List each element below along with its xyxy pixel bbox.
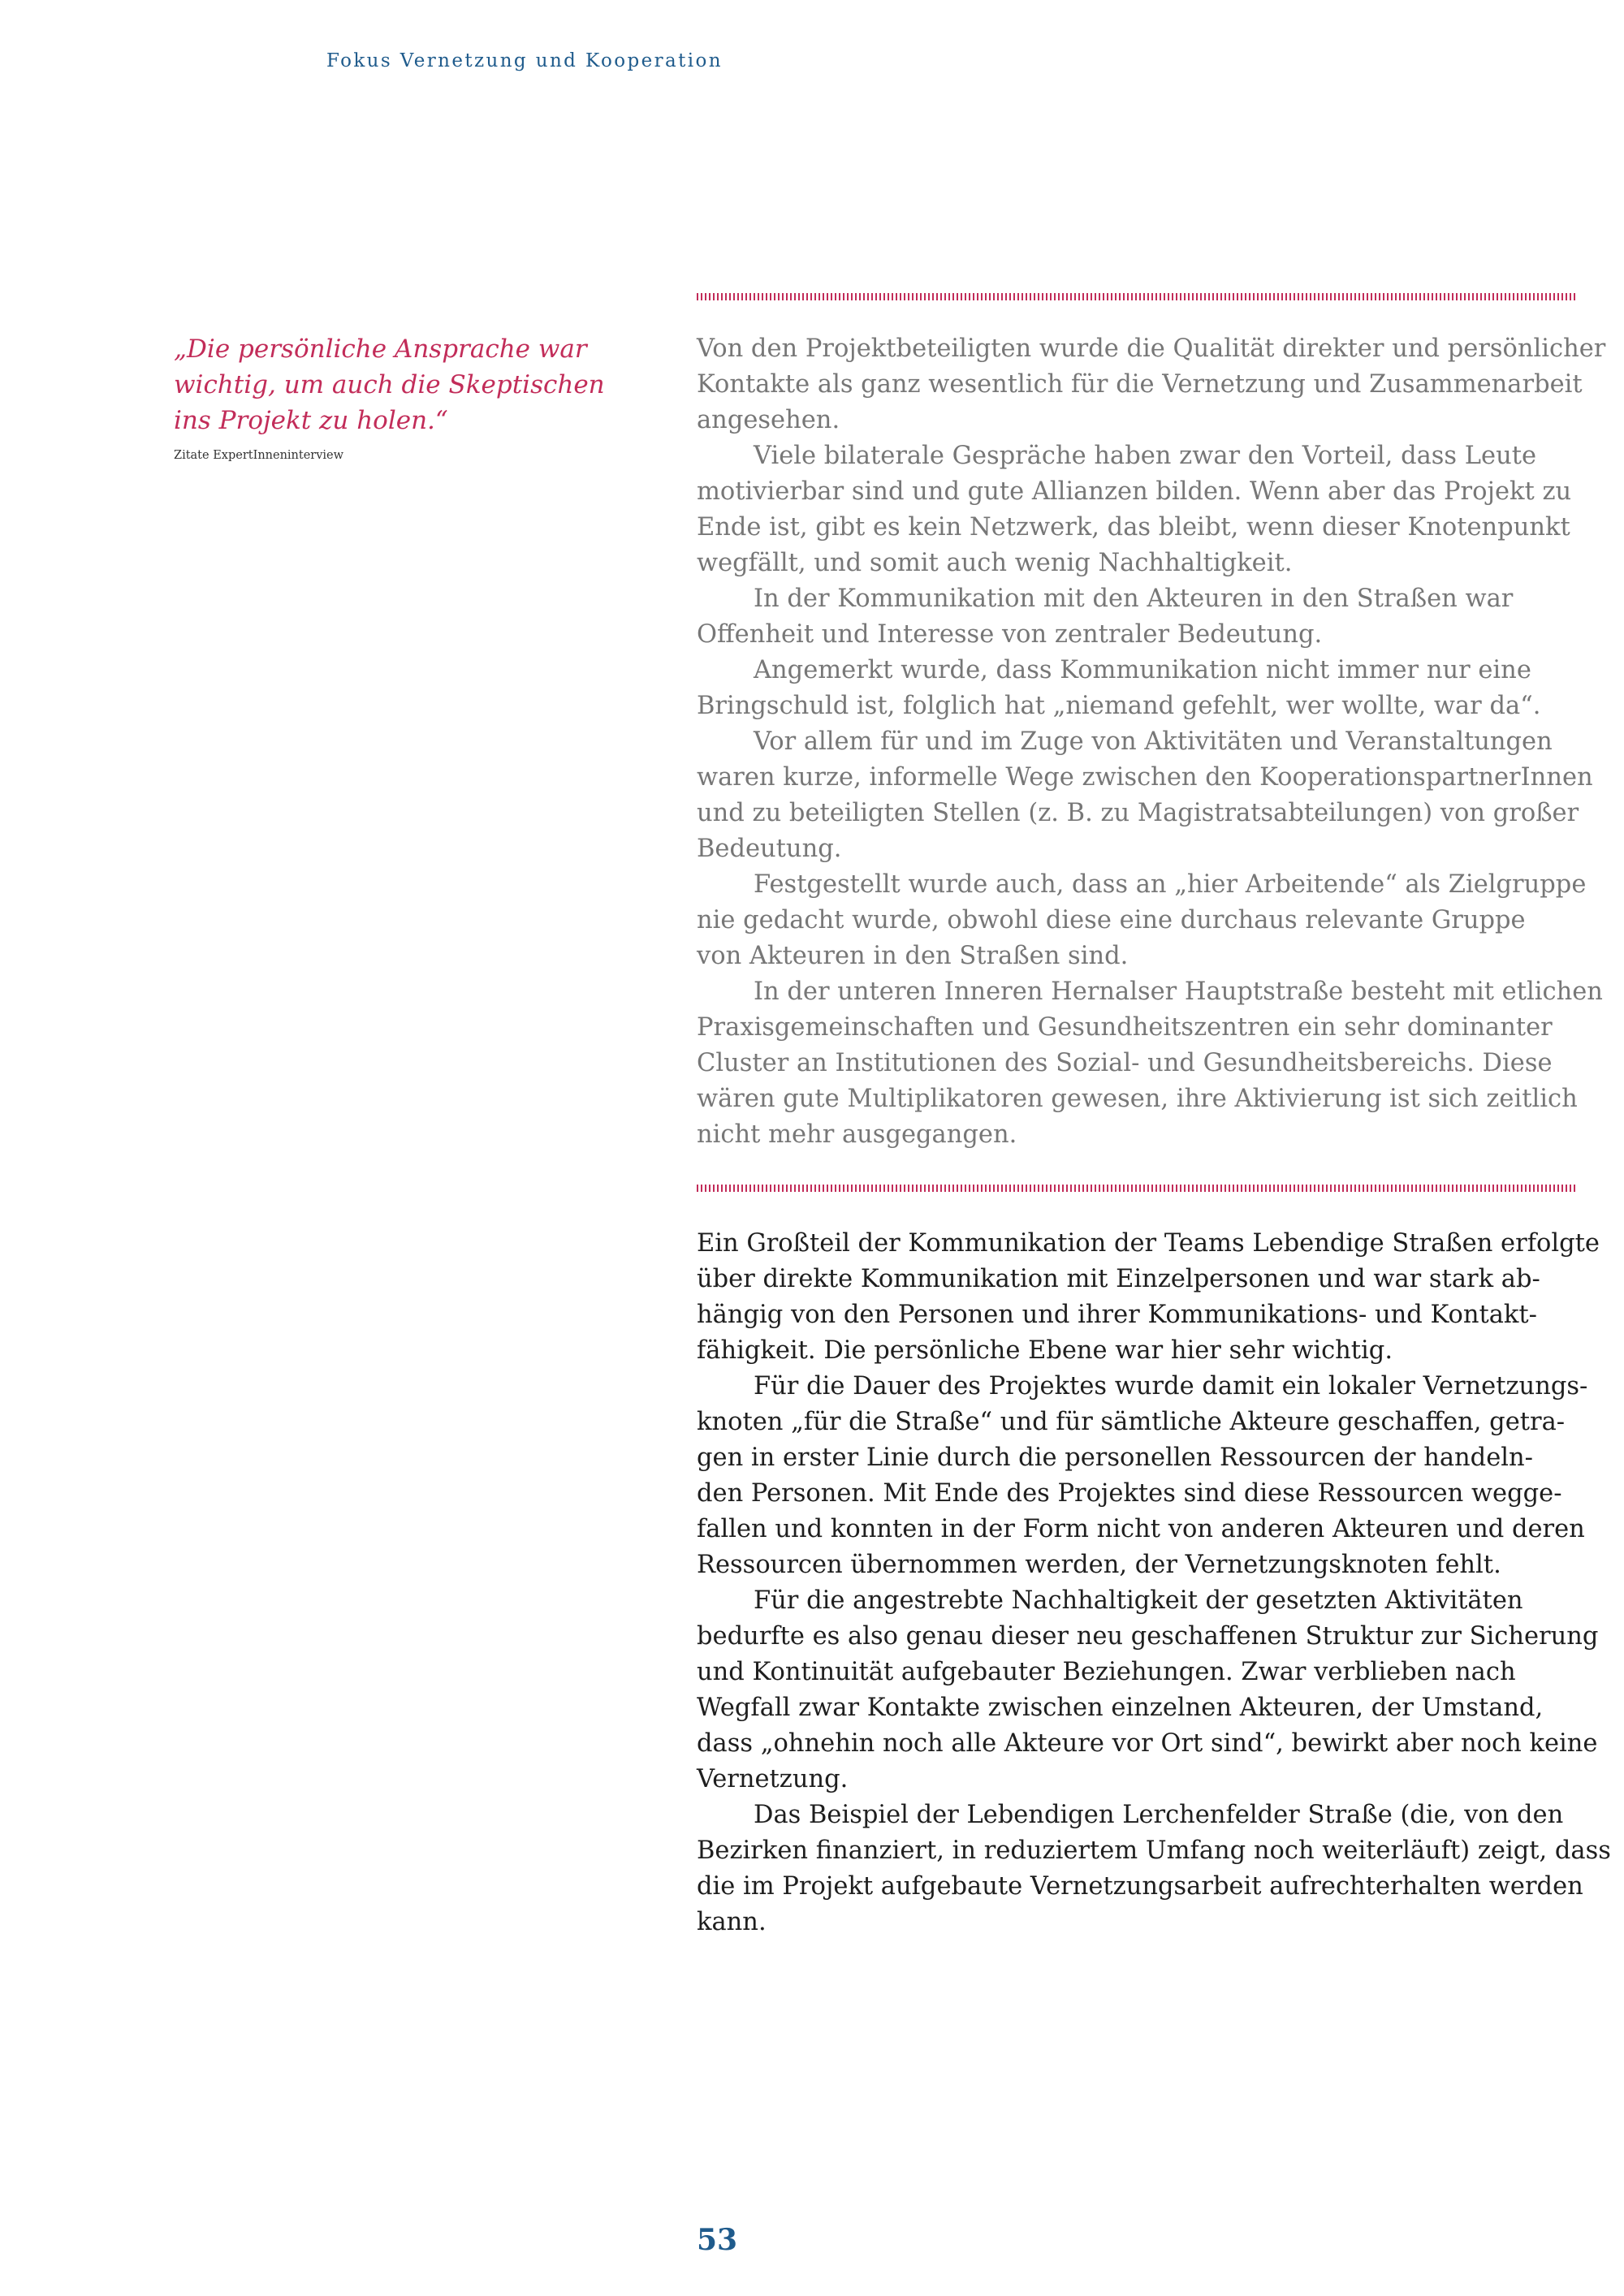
section-divider-top [697,293,1575,300]
pull-quote [174,331,628,438]
text-line: gen in erster Linie durch die personellen Ressourcen der handeln- [697,1444,1533,1472]
text-line: fähigkeit. Die persönliche Ebene war hier sehr wichtig. [697,1336,1393,1365]
text-line: Bringschuld ist, folglich hat „niemand gefehlt, wer wollte, war da“. [697,692,1541,720]
text-line: Angemerkt wurde, dass Kommunikation nicht immer nur eine [754,656,1531,684]
text-line: wären gute Multiplikatoren gewesen, ihre Aktivierung ist sich zeitlich [697,1085,1578,1113]
text-line: wegfällt, und somit auch wenig Nachhaltigkeit. [697,549,1293,577]
text-line: hängig von den Personen und ihrer Kommunikations- und Kontakt- [697,1301,1537,1329]
text-line: Praxisgemeinschaften und Gesundheitszentren ein sehr dominanter [697,1013,1553,1042]
text-line: In der Kommunikation mit den Akteuren in den Straßen war [754,585,1514,613]
text-line: Von den Projektbeteiligten wurde die Qualität direkter und persönlicher [697,334,1606,363]
section-divider-middle [697,1185,1575,1192]
running-head: Fokus Vernetzung und Kooperation [326,50,723,71]
text-line: nicht mehr ausgegangen. [697,1120,1017,1149]
text-line: Für die angestrebte Nachhaltigkeit der gesetzten Aktivitäten [754,1586,1523,1615]
text-line: kann. [697,1908,767,1936]
text-line: Vernetzung. [697,1765,849,1793]
text-line: bedurfte es also genau dieser neu geschaffenen Struktur zur Sicherung [697,1622,1599,1651]
text-line: Kontakte als ganz wesentlich für die Vernetzung und Zusammenarbeit [697,370,1583,399]
text-line: angesehen. [697,406,840,434]
text-line: und zu beteiligten Stellen (z. B. zu Magistratsabteilungen) von großer [697,799,1579,827]
body-column-section-1 [697,331,1606,1153]
text-line: Viele bilaterale Gespräche haben zwar den Vorteil, dass Leute [754,442,1537,470]
text-line: den Personen. Mit Ende des Projektes sind diese Ressourcen wegge- [697,1479,1562,1508]
text-line: dass „ohnehin noch alle Akteure vor Ort sind“, bewirkt aber noch keine [697,1729,1598,1758]
text-line: Vor allem für und im Zuge von Aktivitäten und Veranstaltungen [754,727,1553,756]
sidebar-quote [174,331,628,462]
quote-line: „Die persönliche Ansprache war [174,334,587,364]
text-line: Bedeutung. [697,835,842,863]
text-line: die im Projekt aufgebaute Vernetzungsarbeit aufrechterhalten werden [697,1872,1583,1901]
text-line: Offenheit und Interesse von zentraler Bedeutung. [697,620,1323,649]
text-line: In der unteren Inneren Hernalser Hauptstraße besteht mit etlichen [754,978,1603,1006]
text-line: Festgestellt wurde auch, dass an „hier Arbeitende“ als Zielgruppe [754,870,1587,899]
text-line: von Akteuren in den Straßen sind. [697,942,1129,970]
text-line: nie gedacht wurde, obwohl diese eine durchaus relevante Gruppe [697,906,1526,934]
text-line: fallen und konnten in der Form nicht von anderen Akteuren und deren [697,1515,1585,1543]
text-line: Für die Dauer des Projektes wurde damit ein lokaler Vernetzungs- [754,1372,1588,1400]
text-line: waren kurze, informelle Wege zwischen den KooperationspartnerInnen [697,763,1593,792]
page-number: 53 [697,2223,738,2257]
text-line: Ende ist, gibt es kein Netzwerk, das bleibt, wenn dieser Knotenpunkt [697,513,1570,542]
text-line: Das Beispiel der Lebendigen Lerchenfelder Straße (die, von den [754,1801,1564,1829]
text-line: Wegfall zwar Kontakte zwischen einzelnen Akteuren, der Umstand, [697,1694,1544,1722]
text-line: Cluster an Institutionen des Sozial- und Gesundheitsbereichs. Diese [697,1049,1553,1077]
text-line: über direkte Kommunikation mit Einzelpersonen und war stark ab- [697,1265,1540,1293]
quote-line: ins Projekt zu holen.“ [174,406,448,435]
text-line: Ressourcen übernommen werden, der Vernetzungsknoten fehlt. [697,1551,1501,1579]
text-line: motivierbar sind und gute Allianzen bilden. Wenn aber das Projekt zu [697,477,1572,506]
text-line: Bezirken finanziert, in reduziertem Umfang noch weiterläuft) zeigt, dass [697,1836,1611,1865]
text-line: und Kontinuität aufgebauter Beziehungen. Zwar verblieben nach [697,1658,1516,1686]
quote-line: wichtig, um auch die Skeptischen [174,370,605,399]
body-column-section-2 [697,1226,1611,1940]
quote-source: Zitate ExpertInneninterview [174,449,344,462]
text-line: Ein Großteil der Kommunikation der Teams Lebendige Straßen erfolgte [697,1229,1600,1258]
text-line: knoten „für die Straße“ und für sämtliche Akteure geschaffen, getra- [697,1408,1566,1436]
